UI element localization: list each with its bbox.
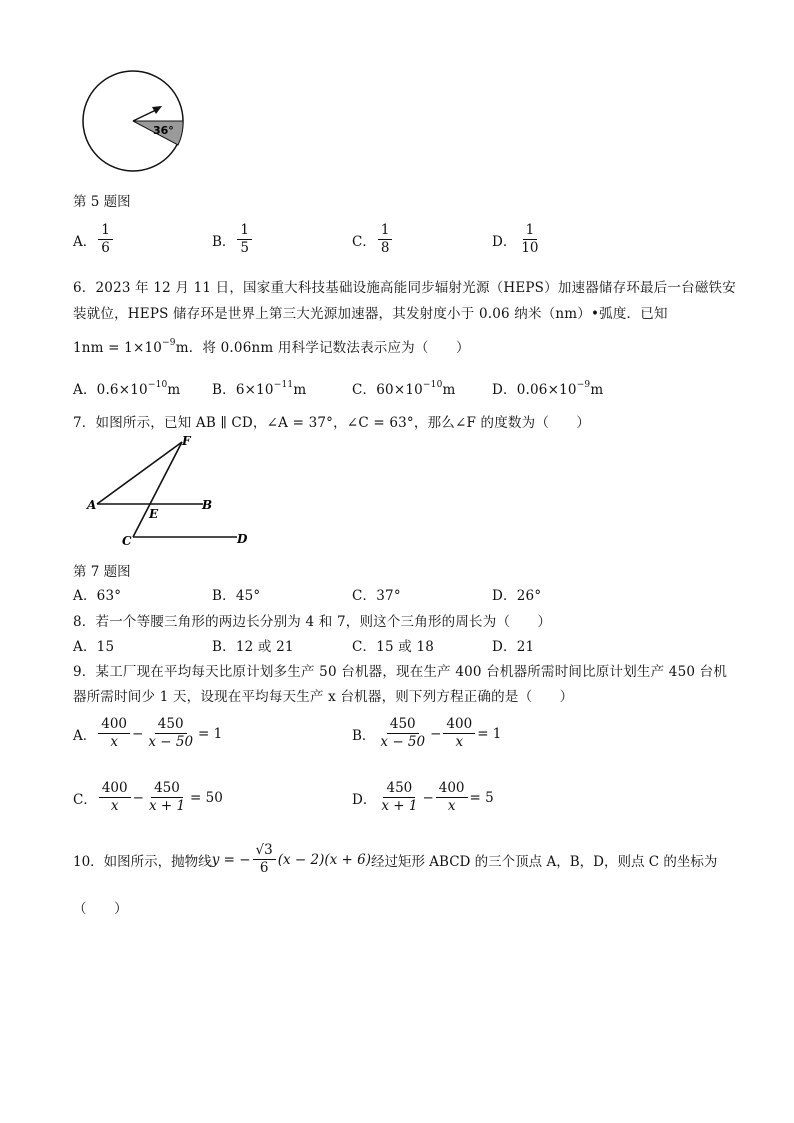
q8-option-c[interactable]: C．15 或 18 bbox=[352, 639, 435, 655]
q6-option-c[interactable]: C．$60\times 10^{-10}m$ bbox=[352, 380, 456, 398]
q5-angle-label: 36° bbox=[153, 124, 174, 137]
q7-caption: 第 7 题图 bbox=[73, 564, 131, 580]
q10-text-line1: 10．如图所示，抛物线 y = − $\frac{√3}{6}$ (x − 2)(x + 6) 经过矩形 ABCD 的三个顶点 A，B，D，则点 C 的坐标为 bbox=[73, 842, 718, 876]
q5-option-d[interactable]: D． $\frac{1}{10}$ bbox=[492, 222, 544, 257]
point-label-e: E bbox=[149, 507, 159, 521]
fraction: $\frac{1}{10}$ bbox=[521, 222, 539, 256]
q7-option-a[interactable]: A．63° bbox=[73, 588, 122, 604]
q10-text-line2: （ ） bbox=[73, 901, 128, 917]
point-label-d: D bbox=[237, 532, 248, 546]
q8-option-b[interactable]: B．12 或 21 bbox=[212, 639, 294, 655]
q7-option-d[interactable]: D．26° bbox=[492, 588, 542, 604]
q7-text: 7．如图所示，已知 AB ∥ CD，∠A = 37°，∠C = 63°，那么∠F 的度数为（ ） bbox=[73, 415, 591, 431]
q6-text-line1: 6．2023 年 12 月 11 日，国家重大科技基础设施高能同步辐射光源（HEPS）加速器储存环最后一台磁铁安 bbox=[73, 280, 736, 296]
q7-option-c[interactable]: C．37° bbox=[352, 588, 401, 604]
q8-option-a[interactable]: A．15 bbox=[73, 639, 115, 655]
q8-option-d[interactable]: D．21 bbox=[492, 639, 535, 655]
q6-text-line2: 装就位，HEPS 储存环是世界上第三大光源加速器，其发射度小于 0.06 纳米（nm）•弧度．已知 bbox=[73, 306, 668, 322]
q8-text: 8．若一个等腰三角形的两边长分别为 4 和 7，则这个三角形的周长为（ ） bbox=[73, 614, 552, 630]
q9-text-line1: 9．某工厂现在平均每天比原计划多生产 50 台机器，现在生产 400 台机器所需时间比原计划生产 450 台机 bbox=[73, 664, 728, 680]
q5-option-a[interactable]: A． $\frac{1}{6}$ bbox=[73, 222, 115, 257]
q9-option-a[interactable]: A． $\frac{400}{x}$ − $\frac{450}{x - 50}$ = 1 bbox=[73, 716, 223, 750]
q9-option-d[interactable]: D． $\frac{450}{x + 1}$ − $\frac{400}{x}$ = 5 bbox=[352, 780, 494, 814]
q7-option-b[interactable]: B．45° bbox=[212, 588, 261, 604]
q6-option-a[interactable]: A．$0.6\times 10^{-10}m$ bbox=[73, 380, 181, 398]
q6-option-d[interactable]: D．$0.06\times 10^{-9}m$ bbox=[492, 380, 604, 398]
q9-text-line2: 器所需时间少 1 天，设现在平均每天生产 x 台机器，则下列方程正确的是（ ） bbox=[73, 689, 574, 705]
q9-option-c[interactable]: C． $\frac{400}{x}$ − $\frac{450}{x + 1}$ = 50 bbox=[73, 780, 223, 814]
point-label-f: F bbox=[182, 434, 191, 448]
q5-caption: 第 5 题图 bbox=[73, 194, 131, 210]
q7-figure bbox=[85, 433, 260, 551]
q6-option-b[interactable]: B．$6\times 10^{-11}m$ bbox=[212, 380, 307, 398]
q5-circle-figure bbox=[78, 68, 190, 176]
fraction: $\frac{1}{8}$ bbox=[378, 222, 393, 257]
point-label-c: C bbox=[122, 534, 132, 548]
point-label-b: B bbox=[202, 498, 213, 512]
point-label-a: A bbox=[87, 498, 97, 512]
q5-option-b[interactable]: B． $\frac{1}{5}$ bbox=[212, 222, 254, 257]
q6-text-line3: $1nm = 1\times 10^{-9}m$．将 0.06nm 用科学记数法表示应为（ ） bbox=[73, 338, 470, 356]
fraction: $\frac{1}{5}$ bbox=[237, 222, 252, 257]
q5-option-c[interactable]: C． $\frac{1}{8}$ bbox=[352, 222, 394, 257]
q9-option-b[interactable]: B． $\frac{450}{x - 50}$ − $\frac{400}{x}$ = 1 bbox=[352, 716, 502, 750]
fraction: $\frac{1}{6}$ bbox=[98, 222, 113, 257]
